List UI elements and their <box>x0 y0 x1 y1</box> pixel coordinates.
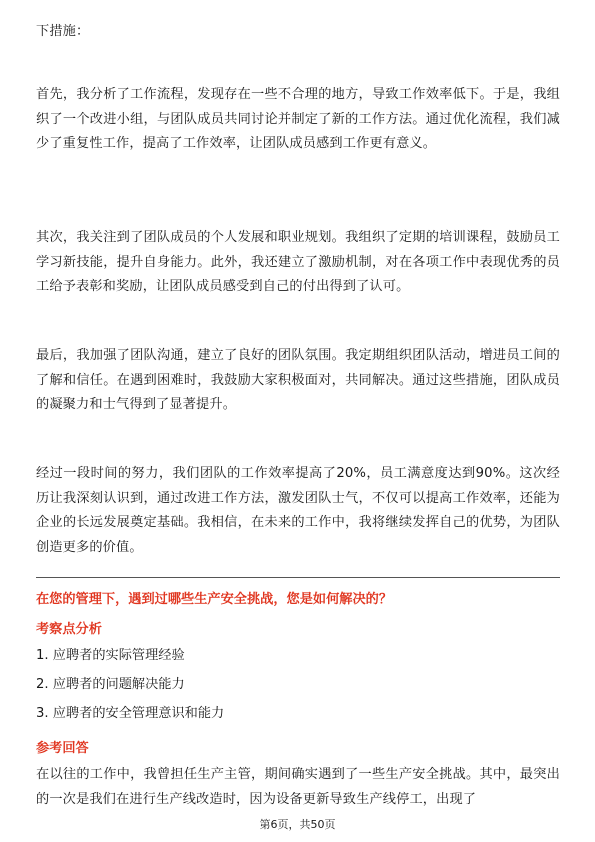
intro-text: 下措施： <box>36 24 90 39</box>
paragraph-4: 经过一段时间的努力，我们团队的工作效率提高了20%，员工满意度达到90%。这次经历让我深刻认识到，通过改进工作方法，激发团队士气，不仅可以提高工作效率，还能为企业的长远发展奠定基础。我相信，在未来的工作中，我将继续发挥自己的优势，为团队创造更多的价值。 <box>36 466 560 555</box>
paragraph-3: 最后，我加强了团队沟通，建立了良好的团队氛围。我定期组织团队活动，增进员工间的了解和信任。在遇到困难时，我鼓励大家积极面对，共同解决。通过这些措施，团队成员的凝聚力和士气得到了显著提升。 <box>36 348 560 412</box>
section-divider <box>36 577 560 578</box>
answer-paragraph: 在以往的工作中，我曾担任生产主管，期间确实遇到了一些生产安全挑战。其中，最突出的一次是我们在进行生产线改造时，因为设备更新导致生产线停工，出现了 <box>36 767 560 807</box>
paragraph-1: 首先，我分析了工作流程，发现存在一些不合理的地方，导致工作效率低下。于是，我组织了一个改进小组，与团队成员共同讨论并制定了新的工作方法。通过优化流程，我们减少了重复性工作，提高了工作效率，让团队成员感到工作更有意义。 <box>36 87 560 151</box>
analysis-heading: 考察点分析 <box>36 622 102 637</box>
analysis-item-3: 3. 应聘者的安全管理意识和能力 <box>36 706 225 721</box>
page-footer: 第6页，共50页 <box>259 818 336 831</box>
paragraph-2: 其次，我关注到了团队成员的个人发展和职业规划。我组织了定期的培训课程，鼓励员工学习新技能，提升自身能力。此外，我还建立了激励机制，对在各项工作中表现优秀的员工给予表彰和奖励，让团队成员感受到自己的付出得到了认可。 <box>36 230 560 294</box>
interview-question: 在您的管理下，遇到过哪些生产安全挑战，您是如何解决的？ <box>36 592 393 607</box>
analysis-item-1: 1. 应聘者的实际管理经验 <box>36 648 185 663</box>
analysis-item-2: 2. 应聘者的问题解决能力 <box>36 677 185 692</box>
answer-heading: 参考回答 <box>36 741 89 756</box>
